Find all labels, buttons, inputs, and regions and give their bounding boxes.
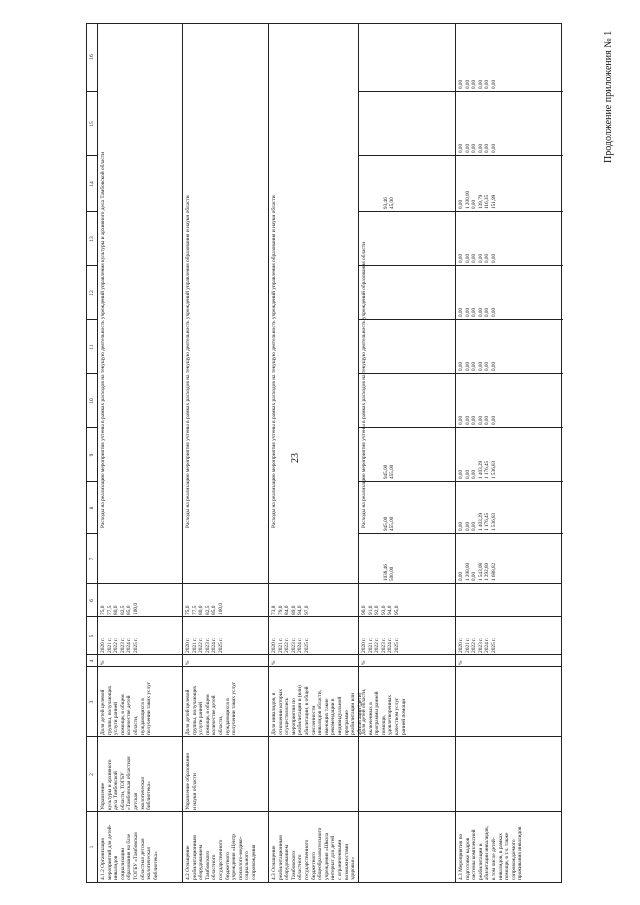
row-years: 2020 г. 2021 г. 2022 г. 2023 г. 2024 г. 2025 г. [100, 637, 139, 653]
column-rule [87, 736, 561, 737]
column-rule [358, 481, 563, 482]
column-rule [87, 616, 561, 617]
row-finance-value: 1038,46 500,00 [382, 564, 396, 581]
row-executor: Управление культуры и архивного дела Тамбовской области, ТОГБУ «Тамбовская областная детская экологическая библиотека» [100, 756, 153, 810]
column-number: 15 [89, 121, 95, 127]
row-finance-value: 93,46 45,00 [382, 197, 396, 209]
column-number: 1 [89, 845, 95, 849]
row-years: 2020 г. 2021 г. 2022 г. 2023 г. 2024 г. 2025 г. [185, 637, 224, 653]
row-measure-name: 4.3 Оснащение реабилитационным оборудованием Тамбовского областного государственного бюджетного общеобразовательного учреждения «Школа интернат для детей с ограниченными возможностями здоровья» [271, 827, 357, 880]
row-indicator: Доля детей целевой группы, получающих услуги ранней помощи, в общем количестве детей области, нуждающихся в получении таких услуг [100, 681, 153, 735]
header-rule [97, 24, 98, 882]
column-number: 9 [89, 453, 95, 457]
page-number: 23 [290, 453, 301, 463]
column-rule [358, 91, 563, 92]
column-rule [87, 583, 561, 584]
row-finance-value: 945,00 455,00 [382, 464, 396, 479]
column-number: 3 [89, 700, 95, 704]
column-rule [87, 666, 561, 667]
row-targets: 75,0 77,5 80,0 82,5 85,0 100,0 [185, 602, 224, 615]
column-rule [87, 427, 97, 428]
column-rule [87, 481, 97, 482]
row-targets: 75,0 77,5 80,0 82,5 85,0 100,0 [100, 602, 139, 615]
row-finance-value: 0,00 1 200,00 0,00 1 543,08 1 292,80 1 688,82 [458, 562, 497, 581]
row-unit: % [271, 660, 277, 665]
column-number: 6 [89, 599, 95, 602]
row-indicator: Доля детей целевой группы, получающих услуги ранней помощи, в общем количестве детей области, нуждающихся в получении таких услуг [185, 681, 238, 735]
column-rule [87, 265, 97, 266]
row-indicator: Доля детей области, включенных в программы ранней помощи, удовлетворенных качеством услуг ранней помощи [361, 688, 407, 735]
column-number: 7 [89, 557, 95, 561]
column-rule [358, 211, 563, 212]
row-targets: 90,0 91,0 92,0 93,0 94,0 95,0 [361, 605, 400, 615]
row-measure-name: 4.2 Оснащение реабилитационным оборудованием Тамбовского областного государственного бюджетного учреждения «Центр психолого-медико- социального сопровождения [185, 834, 257, 880]
annex-title: Продолжение приложения № 1 [603, 30, 614, 163]
row-finance-value: 0,00 1 200,00 0,00 139,79 116,35 151,99 [458, 190, 497, 209]
column-rule [87, 211, 97, 212]
row-separator [358, 24, 359, 882]
row-executor: Управление образования и науки области [185, 753, 198, 810]
row-separator [182, 24, 183, 882]
row-unit: % [100, 660, 106, 665]
row-unit: % [458, 660, 464, 665]
program-table [86, 23, 562, 883]
column-rule [358, 155, 563, 156]
row-finance-value: 0,00 0,00 0,00 0,00 0,00 0,00 [458, 143, 497, 153]
column-rule [358, 265, 563, 266]
column-rule [87, 373, 97, 374]
column-rule [358, 427, 563, 428]
column-number: 5 [89, 634, 95, 638]
row-unit: % [185, 660, 191, 665]
column-rule [87, 155, 97, 156]
row-finance-value: 945,00 455,00 [382, 516, 396, 531]
column-number: 4 [89, 659, 95, 663]
column-number: 11 [89, 344, 95, 350]
column-number: 10 [89, 398, 95, 404]
row-funding-note: Расходы на реализацию мероприятия учтены в рамках расходов на текущую деятельность учреждений управления образования и науки области [185, 195, 191, 528]
column-number: 14 [89, 181, 95, 187]
column-number: 16 [89, 54, 95, 60]
row-finance-value: 0,00 0,00 0,00 1 403,29 1 176,45 1 536,83 [458, 460, 497, 479]
row-indicator: Доля инвалидов, в отношении которых осуществлялись мероприятия по реабилитации и (или) абилитации, в общей численности инвалидов области, имеющих такие рекомендации в индивидуальной программе реабилитации или абилитации (дети) [271, 685, 363, 735]
column-rule [87, 654, 561, 655]
column-rule [87, 811, 561, 812]
row-finance-value: 0,00 0,00 0,00 0,00 0,00 0,00 [458, 253, 497, 263]
row-finance-value: 0,00 0,00 0,00 1 403,29 1 176,45 1 536,83 [458, 512, 497, 531]
row-measure-name: 4.1.2 Организация мероприятий для детей- инвалидов социализации образования на базе ТОГБУ «Тамбовская областная детская экологическая библиотека» [100, 824, 159, 880]
row-unit: % [361, 660, 367, 665]
row-separator [268, 24, 269, 882]
row-funding-note: Расходы на реализацию мероприятия учтены в рамках расходов на текущую деятельность учреждений образования области [361, 241, 367, 528]
column-rule [87, 533, 97, 534]
column-number: 2 [89, 773, 95, 776]
column-rule [87, 91, 97, 92]
row-finance-value: 0,00 0,00 0,00 0,00 0,00 0,00 [458, 415, 497, 425]
row-years: 2020 г. 2021 г. 2022 г. 2023 г. 2024 г. 2025 г. [361, 637, 400, 653]
row-targets: 73,8 79,0 84,0 89,0 94,0 97,0 [271, 605, 310, 615]
column-rule [358, 533, 563, 534]
column-rule [87, 319, 97, 320]
row-years: 2020 г. 2021 г. 2022 г. 2023 г. 2024 г. 2025 г. [271, 637, 310, 653]
column-number: 12 [89, 290, 95, 296]
column-number: 8 [89, 506, 95, 510]
row-years: 2020 г. 2021 г. 2022 г. 2023 г. 2024 г. 2025 г. [458, 637, 497, 653]
row-funding-note: Расходы на реализацию мероприятия учтены в рамках расходов на текущую деятельность учреждений управления образования и науки области [271, 195, 277, 528]
column-number: 13 [89, 236, 95, 242]
row-measure-name: 4.3 Мероприятия по подготовке кадров системы комплексной реабилитации и абилитации инвалидов, в том числе детей- инвалидов, в рамках помощи, в т.ч. также сопровождаемого проживания инвалидов [458, 825, 524, 880]
row-finance-value: 0,00 0,00 0,00 0,00 0,00 0,00 [458, 307, 497, 317]
row-finance-value: 0,00 0,00 0,00 0,00 0,00 0,00 [458, 79, 497, 89]
row-finance-value: 0,00 0,00 0,00 0,00 0,00 0,00 [458, 361, 497, 371]
column-rule [358, 373, 563, 374]
row-separator [455, 24, 456, 882]
column-rule [358, 319, 563, 320]
row-funding-note: Расходы на реализацию мероприятия учтены в рамках расходов на текущую деятельность учреждений управления культуры и архивного дела Тамбовской области [100, 152, 106, 528]
